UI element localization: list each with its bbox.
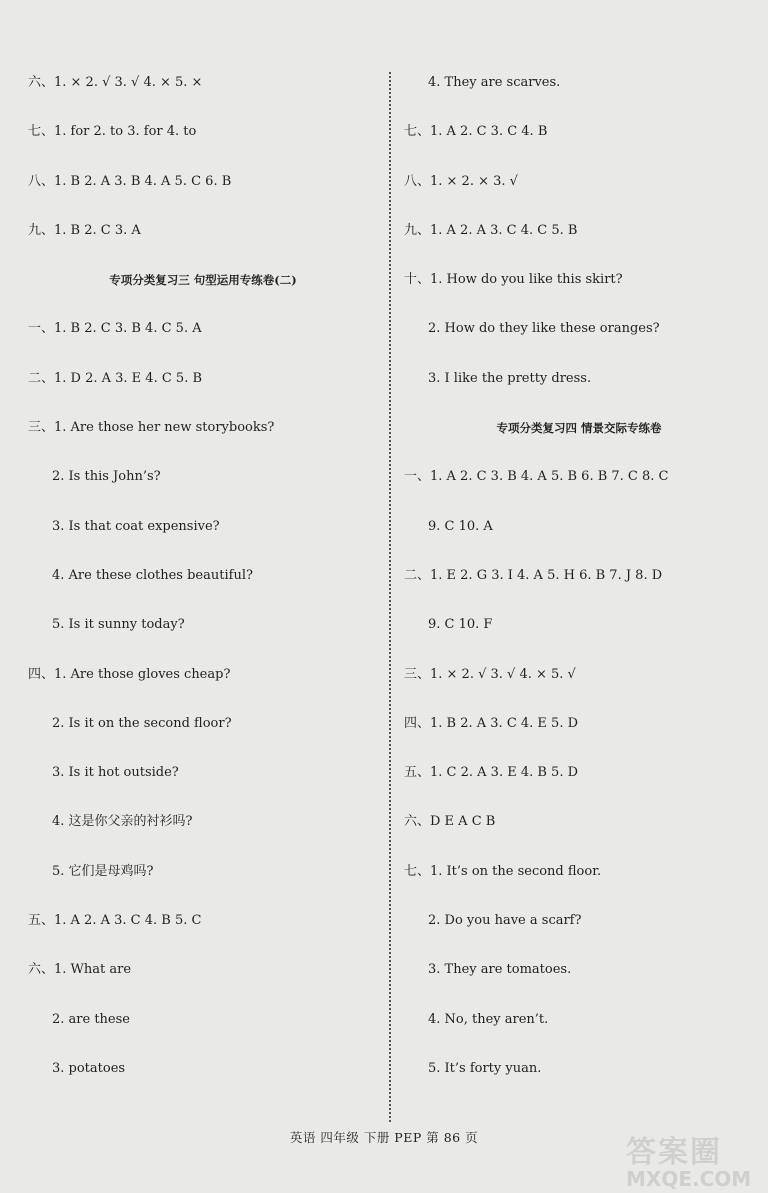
column-divider [389, 72, 391, 1122]
answer-line: 二、1. E 2. G 3. I 4. A 5. H 6. B 7. J 8. D [404, 567, 663, 583]
answer-line: 一、1. B 2. C 3. B 4. C 5. A [28, 321, 202, 337]
answer-line: 4. 这是你父亲的衬衫吗? [52, 814, 193, 830]
section-heading: 专项分类复习四 情景交际专练卷 [496, 421, 662, 436]
answer-line: 六、1. × 2. √ 3. √ 4. × 5. × [28, 75, 203, 90]
answer-line: 3. potatoes [52, 1060, 126, 1076]
section-heading: 专项分类复习三 句型运用专练卷(二) [109, 273, 297, 288]
answer-line: 九、1. A 2. A 3. C 4. C 5. B [404, 222, 578, 238]
answer-line: 5. It’s forty yuan. [428, 1060, 542, 1076]
answer-line: 5. 它们是母鸡吗? [52, 863, 154, 879]
answer-line: 一、1. A 2. C 3. B 4. A 5. B 6. B 7. C 8. C [404, 469, 669, 485]
answer-line: 2. Do you have a scarf? [428, 913, 582, 929]
answer-line: 4. Are these clothes beautiful? [52, 567, 253, 583]
answer-line: 3. Is that coat expensive? [52, 518, 220, 534]
answer-line: 三、1. Are those her new storybooks? [28, 420, 275, 436]
right-answer-column [404, 60, 754, 1095]
answer-line: 八、1. × 2. × 3. √ [404, 173, 518, 189]
answer-line: 9. C 10. A [428, 518, 493, 534]
answer-line: 六、1. What are [28, 962, 132, 978]
answer-line: 4. They are scarves. [428, 75, 561, 90]
site-watermark-logo [626, 1127, 756, 1191]
answer-line: 四、1. Are those gloves cheap? [28, 666, 231, 682]
answer-line: 六、D E A C B [404, 814, 496, 830]
answer-line: 七、1. for 2. to 3. for 4. to [28, 124, 197, 140]
answer-line: 二、1. D 2. A 3. E 4. C 5. B [28, 370, 203, 386]
left-answer-column [28, 60, 378, 1095]
answer-line: 三、1. × 2. √ 3. √ 4. × 5. √ [404, 666, 576, 682]
answer-line: 五、1. A 2. A 3. C 4. B 5. C [28, 913, 202, 929]
answer-line: 2. Is this John’s? [52, 469, 161, 485]
answer-line: 2. Is it on the second floor? [52, 715, 232, 731]
answer-line: 七、1. It’s on the second floor. [404, 863, 602, 879]
page-footer: 英语 四年级 下册 PEP 第 86 页 [289, 1130, 479, 1145]
answer-line: 2. How do they like these oranges? [428, 321, 660, 337]
answer-line: 八、1. B 2. A 3. B 4. A 5. C 6. B [28, 173, 232, 189]
watermark-main-text: 答案圈 [626, 1135, 722, 1170]
answer-line: 2. are these [52, 1011, 130, 1027]
watermark-sub-text: MXQE.COM [626, 1167, 752, 1191]
answer-line: 九、1. B 2. C 3. A [28, 222, 141, 238]
answer-line: 3. I like the pretty dress. [428, 370, 592, 386]
answer-line: 3. Is it hot outside? [52, 765, 179, 781]
answer-line: 十、1. How do you like this skirt? [404, 272, 623, 288]
answer-line: 9. C 10. F [428, 617, 493, 633]
answer-line: 四、1. B 2. A 3. C 4. E 5. D [404, 715, 579, 731]
answer-line: 五、1. C 2. A 3. E 4. B 5. D [404, 765, 579, 781]
answer-line: 七、1. A 2. C 3. C 4. B [404, 124, 548, 140]
answer-line: 5. Is it sunny today? [52, 617, 185, 633]
answer-line: 3. They are tomatoes. [428, 962, 572, 978]
answer-line: 4. No, they aren’t. [428, 1011, 549, 1027]
